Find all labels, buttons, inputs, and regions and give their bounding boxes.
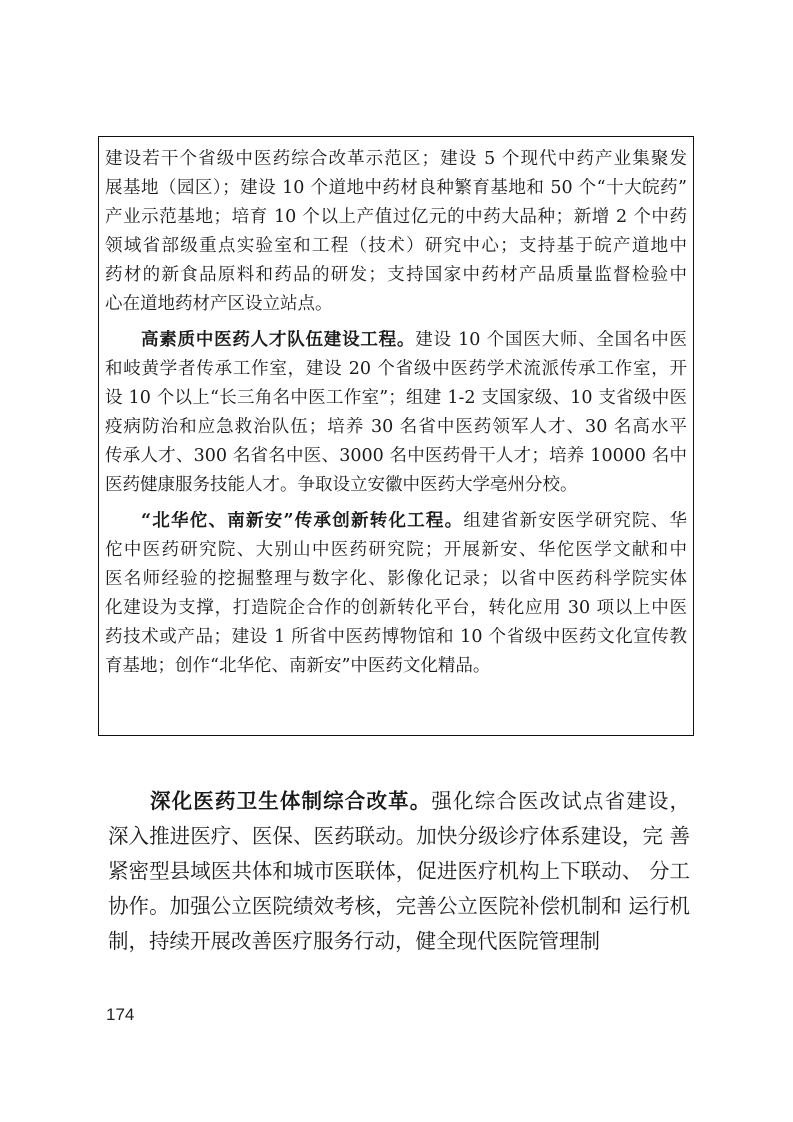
box-p2-first-line [141, 330, 687, 350]
box-p3-line: 化建设为支撑，打造院企合作的创新转化平台，转化应用 30 项以上中医 [105, 598, 687, 618]
box-p3-first-text: 组建省新安医学研究院、华 [463, 511, 687, 531]
box-p2-first-text: 建设 10 个国医大师、全国名中医 [415, 330, 687, 350]
box-p2-line: 和岐黄学者传承工作室，建设 20 个省级中医药学术流派传承工作室，开 [105, 359, 687, 379]
box-p1-line: 产业示范基地；培育 10 个以上产值过亿元的中药大品种；新增 2 个中药 [105, 207, 687, 227]
box-p3-heading: “北华佗、南新安”传承创新转化工程。 [141, 511, 464, 531]
box-p1-line: 药材的新食品原料和药品的研发；支持国家中药材产品质量监督检验中 [105, 265, 687, 285]
body-line: 协作。加强公立医院绩效考核，完善公立医院补偿机制和 运行机 [108, 894, 690, 918]
body-heading: 深化医药卫生体制综合改革。 [150, 789, 432, 813]
box-p3-line: 佗中医药研究院、大别山中医药研究院；开展新安、华佗医学文献和中 [105, 540, 687, 560]
box-p1-line: 心在道地药材产区设立站点。 [105, 294, 333, 314]
project-box [98, 136, 694, 736]
body-line: 紧密型县域医共体和城市医联体，促进医疗机构上下联动、 分工 [108, 859, 690, 883]
box-p2-line: 医药健康服务技能人才。争取设立安徽中医药大学亳州分校。 [105, 475, 578, 495]
box-p3-line: 育基地；创作“北华佗、南新安”中医药文化精品。 [105, 656, 491, 676]
box-p3-line: 药技术或产品；建设 1 所省中医药博物馆和 10 个省级中医药文化宣传教 [105, 627, 687, 647]
box-p2-line: 设 10 个以上“长三角名中医工作室”；组建 1-2 支国家级、10 支省级中医 [105, 388, 687, 408]
box-p1-line: 展基地（园区）；建设 10 个道地中药材良种繁育基地和 50 个“十大皖药” [105, 178, 687, 198]
box-p1-line: 领域省部级重点实验室和工程（技术）研究中心；支持基于皖产道地中 [105, 236, 687, 256]
body-line: 制，持续开展改善医疗服务行动，健全现代医院管理制 [108, 929, 600, 953]
body-first-line [150, 788, 690, 814]
box-p3-first-line [141, 511, 687, 531]
body-line: 深入推进医疗、医保、医药联动。加快分级诊疗体系建设，完 善 [108, 824, 690, 848]
page-number: 174 [106, 1005, 135, 1024]
box-p1-line: 建设若干个省级中医药综合改革示范区；建设 5 个现代中药产业集聚发 [105, 149, 687, 169]
box-p3-line: 医名师经验的挖掘整理与数字化、影像化记录；以省中医药科学院实体 [105, 569, 687, 589]
box-p2-heading: 高素质中医药人才队伍建设工程。 [141, 330, 416, 350]
body-first-text: 强化综合医改试点省建设， [431, 789, 690, 813]
box-p2-line: 传承人才、300 名省名中医、3000 名中医药骨干人才；培养 10000 名中 [105, 446, 687, 466]
box-p2-line: 疫病防治和应急救治队伍；培养 30 名省中医药领军人才、30 名高水平 [105, 417, 687, 437]
